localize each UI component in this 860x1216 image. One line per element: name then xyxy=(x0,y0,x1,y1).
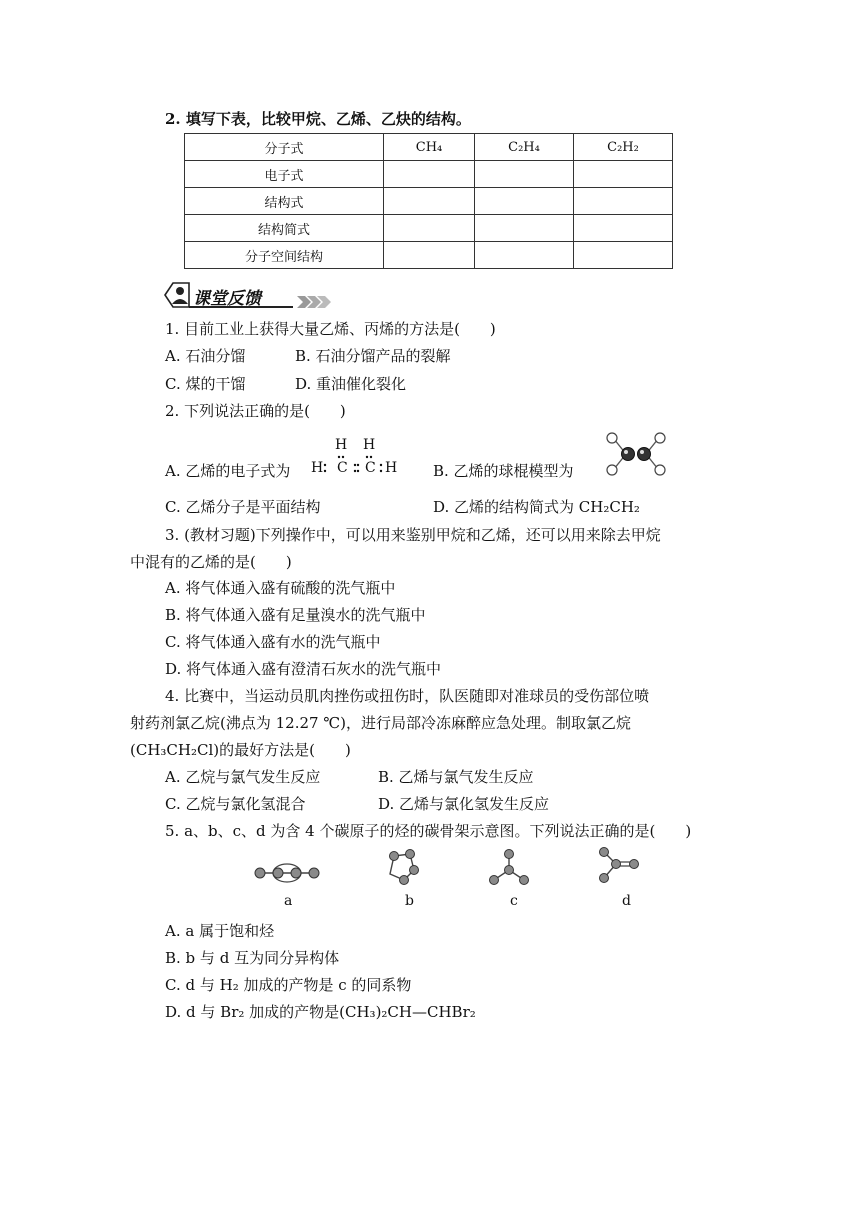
edot-h-left: H xyxy=(311,460,324,476)
q2-option-a[interactable]: A. 乙烯的电子式为 xyxy=(165,462,291,480)
ethylene-ball-stick-model xyxy=(602,430,670,480)
edot-h-right: H xyxy=(385,460,398,476)
table-header-cell: 分子式 xyxy=(185,134,384,161)
q2-option-b[interactable]: B. 乙烯的球棍模型为 xyxy=(433,462,574,480)
q3-option-b[interactable]: B. 将气体通入盛有足量溴水的洗气瓶中 xyxy=(165,606,426,624)
q4-stem-line2: 射药剂氯乙烷(沸点为 12.27 ℃)，进行局部冷冻麻醉应急处理。制取氯乙烷 xyxy=(130,714,631,732)
row-label: 电子式 xyxy=(185,161,384,188)
q5-stem: 5. a、b、c、d 为含 4 个碳原子的烃的碳骨架示意图。下列说法正确的是( ) xyxy=(165,822,692,840)
classroom-feedback-banner xyxy=(163,280,333,310)
q1-option-a[interactable]: A. 石油分馏 xyxy=(165,347,246,365)
q1-option-c[interactable]: C. 煤的干馏 xyxy=(165,375,246,393)
electron-dots xyxy=(311,437,401,482)
section-2-title: 2. 填写下表，比较甲烷、乙烯、乙炔的结构。 xyxy=(165,110,471,128)
edot-c-2: C xyxy=(365,460,376,476)
table-row xyxy=(185,242,673,269)
table-row xyxy=(185,215,673,242)
blank-cell[interactable] xyxy=(384,188,475,215)
table-header-row xyxy=(185,134,673,161)
blank-cell[interactable] xyxy=(475,161,574,188)
q3-stem-line2: 中混有的乙烯的是( ) xyxy=(130,553,292,571)
ethylene-electron-formula xyxy=(311,437,401,482)
blank-cell[interactable] xyxy=(574,215,673,242)
q1-option-d[interactable]: D. 重油催化裂化 xyxy=(295,375,407,393)
skeleton-label-c: c xyxy=(510,893,518,909)
blank-cell[interactable] xyxy=(574,188,673,215)
blank-cell[interactable] xyxy=(475,215,574,242)
q4-option-a[interactable]: A. 乙烷与氯气发生反应 xyxy=(165,768,321,786)
row-label: 结构式 xyxy=(185,188,384,215)
q3-option-d[interactable]: D. 将气体通入盛有澄清石灰水的洗气瓶中 xyxy=(165,660,442,678)
q1-stem: 1. 目前工业上获得大量乙烯、丙烯的方法是( ) xyxy=(165,320,496,338)
blank-cell[interactable] xyxy=(475,188,574,215)
q5-option-a[interactable]: A. a 属于饱和烃 xyxy=(165,922,275,940)
edot-h-top-2: H xyxy=(363,437,376,453)
table-row xyxy=(185,188,673,215)
banner-label: 课堂反馈 xyxy=(193,289,261,309)
skeleton-label-d: d xyxy=(622,893,631,909)
blank-cell[interactable] xyxy=(384,161,475,188)
blank-cell[interactable] xyxy=(384,242,475,269)
q4-stem-line3: (CH₃CH₂Cl)的最好方法是( ) xyxy=(130,741,351,759)
row-label: 结构简式 xyxy=(185,215,384,242)
skeleton-label-a: a xyxy=(284,893,293,909)
skeleton-b xyxy=(382,848,422,888)
q4-option-d[interactable]: D. 乙烯与氯化氢发生反应 xyxy=(378,795,550,813)
table-row xyxy=(185,161,673,188)
q2-stem: 2. 下列说法正确的是( ) xyxy=(165,402,346,420)
row-label: 分子空间结构 xyxy=(185,242,384,269)
skeleton-c xyxy=(486,846,532,888)
table-header-cell: C₂H₂ xyxy=(574,134,673,161)
edot-h-top-1: H xyxy=(335,437,348,453)
q3-option-a[interactable]: A. 将气体通入盛有硫酸的洗气瓶中 xyxy=(165,579,396,597)
blank-cell[interactable] xyxy=(574,161,673,188)
blank-cell[interactable] xyxy=(574,242,673,269)
skeleton-d xyxy=(596,844,644,886)
blank-cell[interactable] xyxy=(475,242,574,269)
skeleton-label-b: b xyxy=(405,893,414,909)
q1-option-b[interactable]: B. 石油分馏产品的裂解 xyxy=(295,347,451,365)
q4-option-c[interactable]: C. 乙烷与氯化氢混合 xyxy=(165,795,306,813)
q4-option-b[interactable]: B. 乙烯与氯气发生反应 xyxy=(378,768,534,786)
comparison-table xyxy=(184,133,673,269)
edot-c-1: C xyxy=(337,460,348,476)
q5-option-c[interactable]: C. d 与 H₂ 加成的产物是 c 的同系物 xyxy=(165,976,412,994)
q2-option-c[interactable]: C. 乙烯分子是平面结构 xyxy=(165,498,321,516)
q5-option-d[interactable]: D. d 与 Br₂ 加成的产物是(CH₃)₂CH—CHBr₂ xyxy=(165,1003,476,1021)
q3-option-c[interactable]: C. 将气体通入盛有水的洗气瓶中 xyxy=(165,633,381,651)
table-header-cell: C₂H₄ xyxy=(475,134,574,161)
q3-stem-line1: 3. (教材习题)下列操作中，可以用来鉴别甲烷和乙烯，还可以用来除去甲烷 xyxy=(165,526,661,544)
table-header-cell: CH₄ xyxy=(384,134,475,161)
blank-cell[interactable] xyxy=(384,215,475,242)
person-icon xyxy=(176,287,184,295)
skeleton-a xyxy=(252,858,322,888)
q4-stem-line1: 4. 比赛中，当运动员肌肉挫伤或扭伤时，队医随即对准球员的受伤部位喷 xyxy=(165,687,650,705)
q2-option-d[interactable]: D. 乙烯的结构简式为 CH₂CH₂ xyxy=(433,498,640,516)
q5-option-b[interactable]: B. b 与 d 互为同分异构体 xyxy=(165,949,340,967)
